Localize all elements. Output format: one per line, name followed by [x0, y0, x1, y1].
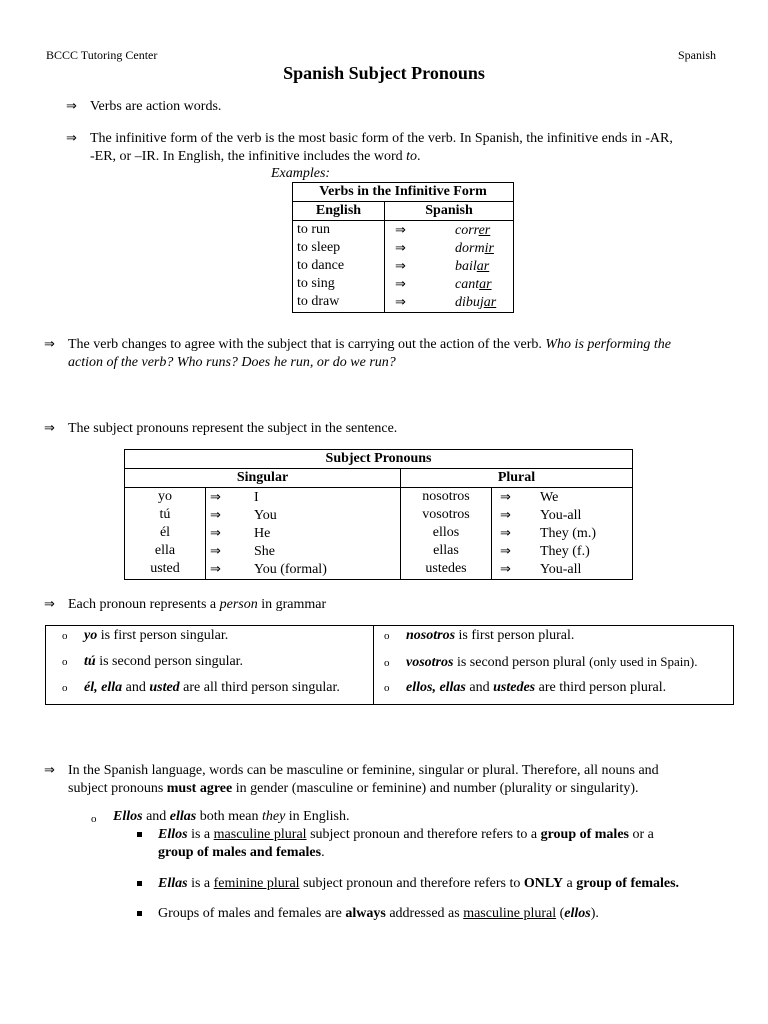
plural-english — [496, 489, 628, 579]
list-item: ⇒ correr — [389, 222, 509, 240]
spanish-verbs — [389, 222, 509, 312]
list-item: o tú is second person singular. — [62, 654, 244, 669]
groups-explanation: Groups of males and females are always addressed as masculine plural (ellos). — [158, 906, 599, 921]
ellos-ellas-text: Ellos and ellas both mean they in English. — [113, 809, 350, 824]
col-english: English — [293, 202, 385, 221]
square-bullet — [137, 875, 142, 893]
list-item: ⇒ You (formal) — [210, 562, 327, 577]
list-item: ⇒ They (f.) — [496, 543, 628, 561]
bullet-verbs-text: Verbs are action words. — [90, 99, 222, 114]
square-bullet — [137, 905, 142, 923]
list-item: ⇒ He — [210, 526, 271, 541]
person-right-column — [384, 627, 734, 705]
arrow-icon: ⇒ — [395, 259, 406, 274]
arrow-icon: ⇒ — [500, 544, 511, 559]
list-item: ⇒ dibujar — [389, 294, 509, 312]
bullet-agree-text: The verb changes to agree with the subject that is carrying out the action of the verb. Who is performing the action of the verb? Who runs? Does he run, or do we run? — [68, 337, 671, 370]
list-item: ⇒ bailar — [389, 258, 509, 276]
pronoun-table-title: Subject Pronouns — [125, 450, 633, 469]
ellas-explanation: Ellas is a feminine plural subject pronoun and therefore refers to ONLY a group of females. — [158, 876, 680, 891]
arrow-icon: ⇒ — [500, 508, 511, 523]
singular-spanish — [129, 488, 201, 578]
list-item: ellas — [433, 543, 459, 558]
list-item: ella — [154, 543, 176, 558]
arrow-icon: ⇒ — [66, 99, 77, 114]
list-item: o él, ella and usted are all third person singular. — [62, 680, 340, 695]
list-item: o nosotros is first person plural. — [384, 628, 575, 643]
list-item: to draw — [297, 294, 340, 309]
plural-spanish — [405, 488, 487, 578]
arrow-icon: ⇒ — [210, 508, 221, 523]
arrow-icon: ⇒ — [210, 526, 221, 541]
list-item: o ellos, ellas and ustedes are third person plural. — [384, 680, 667, 695]
list-item: ⇒ We — [496, 489, 628, 507]
list-item: ⇒ cantar — [389, 276, 509, 294]
bullet-verbs — [66, 98, 77, 116]
list-item: ⇒ dormir — [389, 240, 509, 258]
plural-label: Plural — [401, 469, 633, 488]
list-item: usted — [150, 561, 180, 576]
list-item: to dance — [297, 258, 345, 273]
arrow-icon: ⇒ — [210, 562, 221, 577]
o-bullet: o — [91, 813, 97, 825]
english-verbs — [297, 221, 380, 311]
bullet-infinitive-text: The infinitive form of the verb is the most basic form of the verb. In Spanish, the infinitive ends in -AR, -ER, or –IR. In English, the infinitive includes the word to. — [90, 131, 673, 164]
list-item: ⇒ They (m.) — [496, 525, 628, 543]
list-item: ⇒ I — [210, 490, 259, 505]
bullet-gender-text: In the Spanish language, words can be masculine or feminine, singular or plural. Therefore, all nouns and subject pronouns must agree in gender (masculine or feminine) and number (plurality or singularity). — [68, 763, 659, 796]
arrow-icon: ⇒ — [210, 490, 221, 505]
col-spanish: Spanish — [385, 202, 514, 221]
arrow-icon: ⇒ — [500, 526, 511, 541]
page-title: Spanish Subject Pronouns — [283, 63, 485, 83]
list-item: yo — [158, 489, 172, 504]
list-item: ellos — [432, 525, 460, 540]
header-right: Spanish — [677, 48, 716, 62]
list-item: ⇒ You — [210, 508, 277, 523]
square-bullet — [137, 826, 142, 844]
list-item: to run — [297, 222, 331, 237]
list-item: nosotros — [422, 489, 470, 504]
arrow-icon: ⇒ — [395, 223, 406, 238]
list-item: ⇒ You-all — [496, 507, 628, 525]
arrow-icon: ⇒ — [395, 277, 406, 292]
divider — [373, 626, 374, 704]
arrow-icon: ⇒ — [500, 562, 511, 577]
person-table — [45, 625, 734, 705]
arrow-icon: ⇒ — [44, 337, 55, 352]
ellos-explanation: Ellos is a masculine plural subject pronoun and therefore refers to a group of males or a group of males and females. — [158, 827, 654, 860]
arrow-icon: ⇒ — [395, 241, 406, 256]
arrow-icon: ⇒ — [210, 544, 221, 559]
bullet-person-text: Each pronoun represents a person in grammar — [68, 597, 327, 612]
list-item: to sing — [297, 276, 335, 291]
singular-english — [210, 489, 396, 579]
arrow-icon: ⇒ — [66, 131, 77, 146]
list-item: él — [159, 525, 171, 540]
list-item: tú — [159, 507, 171, 522]
examples-label: Examples: — [271, 166, 331, 181]
arrow-icon: ⇒ — [500, 490, 511, 505]
list-item: ⇒ You-all — [496, 561, 628, 579]
bullet-represent-text: The subject pronouns represent the subject in the sentence. — [68, 421, 398, 436]
infinitive-table — [292, 182, 514, 313]
list-item: ustedes — [425, 561, 467, 576]
person-left-column — [62, 627, 372, 705]
header-left: BCCC Tutoring Center — [46, 48, 158, 62]
list-item: vosotros — [422, 507, 470, 522]
pronoun-table — [124, 449, 633, 580]
arrow-icon: ⇒ — [44, 597, 55, 612]
arrow-icon: ⇒ — [44, 763, 55, 778]
list-item: ⇒ She — [210, 544, 275, 559]
arrow-icon: ⇒ — [44, 421, 55, 436]
singular-label: Singular — [125, 469, 401, 488]
arrow-icon: ⇒ — [395, 295, 406, 310]
list-item: o vosotros is second person plural (only used in Spain). — [384, 654, 698, 670]
list-item: to sleep — [297, 240, 341, 255]
infinitive-table-title: Verbs in the Infinitive Form — [293, 183, 514, 202]
list-item: o yo is first person singular. — [62, 628, 229, 643]
